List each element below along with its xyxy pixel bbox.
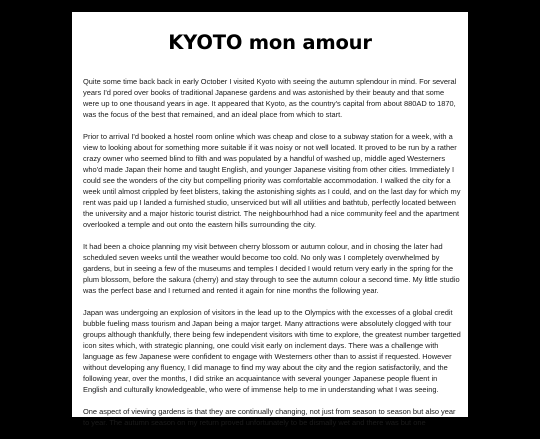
paragraph-4: Japan was undergoing an explosion of visitors in the lead up to the Olympics with the excesses of a global credit bubble fueling mass tourism and Japan being a major target. Many attractions were absolutely clogged with tour groups although thankfully, there being few independent visitors with time to explore, the greatest number targetted icon sites which, with strategic planning, one could visit early on inclement days. There was a challenge with language as few Japanese were confident to engage with Westerners other than to assist if requested. However without developing any fluency, I did manage to find my way about the city and the region satisfactorily, and the following year, over the months, I did strike an acquaintance with several younger Japanese people fluent in English and culturally knowledgeable, who were of immense help to me in understanding what I was seeing.	[83, 308, 461, 394]
article-body	[83, 76, 461, 439]
page-title: KYOTO mon amour	[168, 31, 372, 54]
paragraph-1: Quite some time back back in early October I visited Kyoto with seeing the autumn splendour in mind. For several years I'd pored over books of traditional Japanese gardens and was astonished by their beauty and that some were up to one thousand years in age. It appeared that Kyoto, as the country's capital from about 880AD to 1870, was the focus of the best that remained, and an ideal place from which to start.	[83, 77, 457, 119]
paragraph-5: One aspect of viewing gardens is that they are continually changing, not just from season to season but also year to year. The autumn season on my return proved unfortunately to be dismally wet and there was but one	[83, 407, 456, 427]
document-page	[72, 12, 468, 427]
paragraph-2: Prior to arrival I'd booked a hostel room online which was cheap and close to a subway station for a week, with a view to looking about for something more suitable if it was noisy or not well located. It proved to be run by a rather crazy owner who seemed blind to filth and was populated by a handful of washed up, middle aged Westerners who'd made Japan their home and taught English, and younger Japanese visiting from other cities. Immediately I could see the wonders of the city but compelling priority was comfortable accommodation. I walked the city for a week until almost crippled by feet blisters, taking the astonishing sights as I could, and on the last day for which my rent was paid up I landed a furnished studio, unserviced but will all utilities and bathtub, perfectly located between the university and a major historic tourist district. The neighbourhhod had a nice community feel and the apartment overlooked a temple and out onto the eastern hills surrounding the city.	[83, 132, 461, 229]
paragraph-3: It had been a choice planning my visit between cherry blossom or autumn colour, and in chosing the later had scheduled seven weeks until the weather would become too cold. No only was I completely overwhelmed by gardens, but in seeing a few of the museums and temples I decided I would return very early in the spring for the plum blossom, before the sakura (cherry) and stay through to see the autumn colour a second time. My little studio was the perfect base and I returned and rented it again for nine months the following year.	[83, 242, 460, 295]
